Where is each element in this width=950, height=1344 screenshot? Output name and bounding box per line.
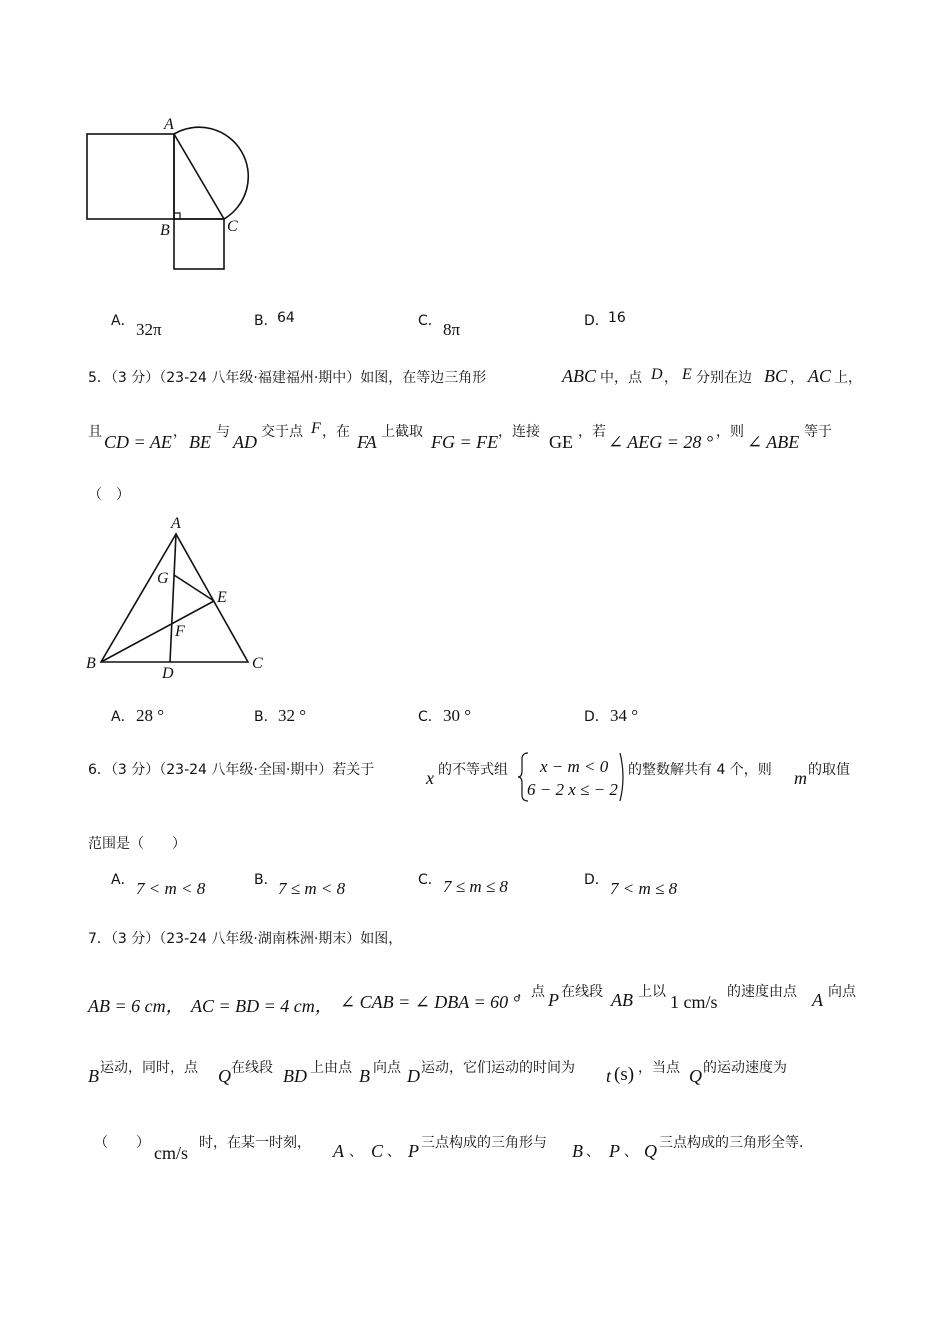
- q7-line3-xiangdian: 向点: [373, 1060, 401, 1076]
- q7-speed-unit: cm/s: [154, 1143, 188, 1163]
- q5-label-b: B: [86, 655, 96, 672]
- q6-option-b-letter: B．: [254, 872, 278, 888]
- q7-line4-q: Q: [644, 1141, 657, 1161]
- q7-point-a: A: [812, 990, 823, 1010]
- q5-option-b-letter: B．: [254, 709, 278, 725]
- q7-line3-tamen: 运动，它们运动的时间为: [421, 1060, 575, 1076]
- q5-line2-qie: 且: [88, 424, 102, 440]
- q5-side-ac: AC: [808, 366, 832, 386]
- q5-angle-abe: ∠ ABE: [747, 432, 800, 452]
- q5-option-b-value: 32 °: [278, 706, 307, 725]
- q4-square-bottom: [174, 219, 224, 269]
- q6-mid: 的不等式组: [438, 762, 508, 778]
- q7-point-b2: B: [359, 1066, 370, 1086]
- q5-label-e: E: [217, 589, 227, 606]
- q5-option-d-letter: D．: [584, 709, 609, 725]
- q6-tail: 的取值: [808, 762, 850, 778]
- q7-time-unit: (s): [614, 1064, 635, 1085]
- q7-line3-yundong: 运动，同时，点: [100, 1060, 198, 1076]
- q4-figure: [80, 112, 270, 282]
- q6-variable-x: x: [426, 768, 434, 788]
- q7-line4-shi: 时，在某一时刻，: [199, 1135, 311, 1151]
- q4-label-a: A: [164, 116, 174, 133]
- q6-option-a-value: 7 < m < 8: [136, 879, 206, 898]
- q5-label-a: A: [171, 515, 181, 532]
- q7-line2-dian: ，点: [517, 984, 545, 1000]
- q6-prefix: 6．（3 分）（23-24 八年级·全国·期中）若关于: [88, 762, 375, 778]
- q5-figure: [80, 510, 280, 685]
- q7-line3-sudu: 的运动速度为: [703, 1060, 787, 1076]
- q5-line2-ze: ，则: [716, 424, 744, 440]
- q5-line2-ruo: ，若: [578, 424, 606, 440]
- q7-line4-dun2: 、: [387, 1144, 401, 1160]
- q6-variable-m: m: [794, 768, 807, 788]
- q5-line2-comma1: ，: [173, 424, 187, 440]
- q5-line2-jiaoyu: 交于点: [261, 424, 303, 440]
- q7-time-t: t: [606, 1066, 612, 1086]
- q7-answer-blank: （ ）: [94, 1135, 150, 1151]
- q4-semicircle: [174, 127, 248, 219]
- q7-ab-length: AB = 6 cm，: [88, 996, 184, 1016]
- q7-line4-sandian: 三点构成的三角形与: [421, 1135, 547, 1151]
- q7-line4-a: A: [333, 1141, 344, 1161]
- q5-segment-ge: [174, 575, 214, 601]
- q6-option-d-value: 7 < m ≤ 8: [610, 879, 678, 898]
- q6-option-a-letter: A．: [111, 872, 135, 888]
- q5-point-f: F: [311, 420, 321, 437]
- q4-label-c: C: [227, 218, 238, 235]
- q7-point-b: B: [88, 1066, 99, 1086]
- q5-line1-zhong: 中，点: [600, 370, 642, 386]
- q5-cd-equals-ae: CD = AE: [104, 432, 172, 452]
- q7-point-d: D: [407, 1066, 420, 1086]
- q7-angles: ∠ CAB = ∠ DBA = 60 °: [340, 992, 520, 1012]
- q5-point-e: E: [682, 366, 692, 383]
- q7-line4-end: 三点构成的三角形全等.: [659, 1135, 804, 1151]
- q5-segment-ad: [170, 534, 176, 662]
- q6-inequality-1: x − m < 0: [540, 757, 609, 776]
- q6-suffix: 的整数解共有 4 个，则: [628, 762, 772, 778]
- q7-line3-dangdian: ，当点: [638, 1060, 680, 1076]
- q5-label-d: D: [162, 665, 174, 682]
- q5-line2-lianjie: ，连接: [498, 424, 540, 440]
- q7-point-p: P: [548, 990, 559, 1010]
- q7-segment-ab: AB: [611, 990, 633, 1010]
- q5-point-d: D: [651, 366, 663, 383]
- q6-option-d-letter: D．: [584, 872, 609, 888]
- q7-point-q: Q: [218, 1066, 231, 1086]
- q7-line4-c: C: [371, 1141, 384, 1161]
- q5-triangle-abc: ABC: [562, 366, 596, 386]
- q7-line4-p: P: [408, 1141, 419, 1161]
- q7-line2-shangyi: 上以: [638, 984, 666, 1000]
- q5-option-c-value: 30 °: [443, 706, 472, 725]
- q5-line1-comma2: ，: [790, 370, 804, 386]
- q5-option-a-value: 28 °: [136, 706, 165, 725]
- q5-fg-equals-fe: FG = FE: [431, 432, 499, 452]
- q6-option-b-value: 7 ≤ m < 8: [278, 879, 346, 898]
- q7-line3-shangyou: 上由点: [310, 1060, 352, 1076]
- q5-line1-shang: 上，: [834, 370, 862, 386]
- q7-line4-dun1: 、: [349, 1144, 363, 1160]
- q5-line2-yu: 与: [216, 424, 230, 440]
- q5-ad: AD: [233, 432, 257, 452]
- q7-ac-bd-length: AC = BD = 4 cm，: [191, 996, 333, 1016]
- q7-line4-p2: P: [609, 1141, 620, 1161]
- q5-line2-dengyu: 等于: [804, 424, 832, 440]
- q4-square-left: [87, 134, 174, 219]
- q4-option-d-letter: D．: [584, 313, 609, 329]
- q5-option-d-value: 34 °: [610, 706, 639, 725]
- q4-option-c-letter: C．: [418, 313, 442, 329]
- q5-label-g: G: [157, 570, 169, 587]
- q5-label-c: C: [252, 655, 263, 672]
- q6-option-c-letter: C．: [418, 872, 442, 888]
- q6-line2: 范围是（ ）: [88, 836, 186, 852]
- q4-option-a-value: 32π: [136, 320, 162, 339]
- q5-answer-blank: （ ）: [88, 487, 130, 503]
- q4-hypotenuse: [174, 134, 224, 219]
- q4-option-c-value: 8π: [443, 320, 461, 339]
- q4-option-b-letter: B．: [254, 313, 278, 329]
- q7-line2-xiangdian: 向点: [828, 984, 856, 1000]
- q7-line2-sudu: 的速度由点: [727, 984, 797, 1000]
- q5-line2-zai: ，在: [322, 424, 350, 440]
- q7-line3-zaixianduan: 在线段: [231, 1060, 273, 1076]
- q5-line1-prefix: 5．（3 分）（23-24 八年级·福建福州·期中）如图，在等边三角形: [88, 370, 487, 386]
- q4-label-b: B: [160, 222, 170, 239]
- q5-line2-shangjiequ: 上截取: [381, 424, 423, 440]
- q4-option-d-value: 16: [608, 310, 626, 326]
- q5-line1-comma1: ，: [664, 370, 678, 386]
- q7-line2-zaixianduan: 在线段: [561, 984, 603, 1000]
- q5-be: BE: [189, 432, 211, 452]
- q7-line4-dun3: 、: [586, 1144, 600, 1160]
- q7-line4-b: B: [572, 1141, 583, 1161]
- q5-angle-aeg: ∠ AEG = 28 °: [608, 432, 714, 452]
- q5-fa: FA: [357, 432, 377, 452]
- q5-line1-fenbie: 分别在边: [696, 370, 752, 386]
- q7-line4-dun4: 、: [624, 1144, 638, 1160]
- q5-side-bc: BC: [764, 366, 788, 386]
- q6-right-paren: [618, 751, 628, 803]
- q6-option-c-value: 7 ≤ m ≤ 8: [443, 877, 508, 896]
- q5-label-f: F: [175, 623, 185, 640]
- q5-option-a-letter: A．: [111, 709, 135, 725]
- q4-right-angle-mark: [174, 213, 180, 219]
- q6-inequality-2: 6 − 2 x ≤ − 2: [527, 780, 618, 799]
- q7-point-q2: Q: [689, 1066, 702, 1086]
- q4-option-a-letter: A．: [111, 313, 135, 329]
- q7-speed-p: 1 cm/s: [670, 992, 718, 1012]
- q7-segment-bd: BD: [283, 1066, 307, 1086]
- q4-option-b-value: 64: [277, 310, 295, 326]
- q5-option-c-letter: C．: [418, 709, 442, 725]
- q7-line1: 7．（3 分）（23-24 八年级·湖南株洲·期末）如图，: [88, 931, 403, 947]
- q5-ge: GE: [549, 432, 573, 452]
